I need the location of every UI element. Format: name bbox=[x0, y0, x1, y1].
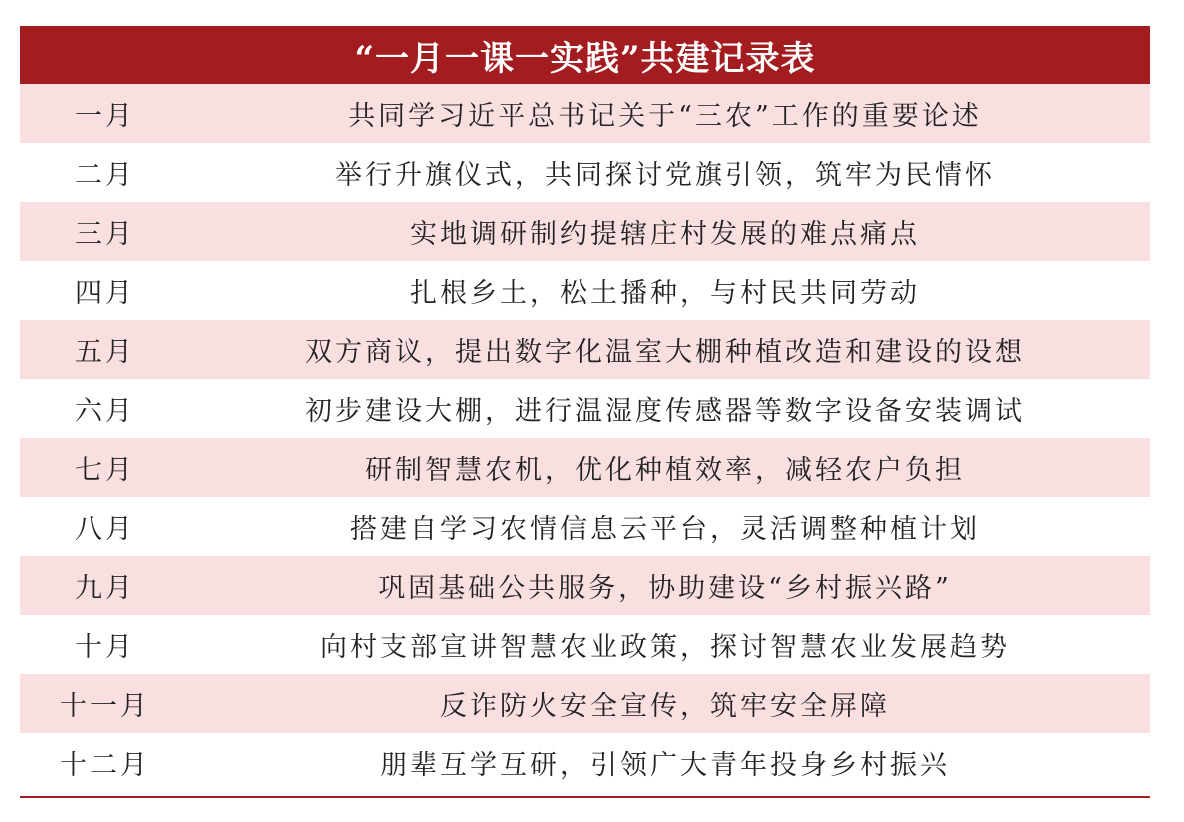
activity-cell: 搭建自学习农情信息云平台，灵活调整种植计划 bbox=[350, 514, 980, 545]
activity-cell: 反诈防火安全宣传，筑牢安全屏障 bbox=[440, 691, 890, 722]
table-row bbox=[20, 202, 1150, 261]
month-cell: 四月 bbox=[75, 278, 135, 309]
activity-cell: 扎根乡土，松土播种，与村民共同劳动 bbox=[410, 278, 920, 309]
activity-cell: 朋辈互学互研，引领广大青年投身乡村振兴 bbox=[380, 750, 950, 781]
activity-cell: 研制智慧农机，优化种植效率，减轻农户负担 bbox=[365, 455, 965, 486]
table-title: “一月一课一实践”共建记录表 bbox=[20, 26, 1150, 84]
month-cell: 五月 bbox=[75, 337, 135, 368]
record-table bbox=[20, 26, 1150, 798]
bottom-rule bbox=[20, 796, 1150, 798]
month-cell: 六月 bbox=[75, 396, 135, 427]
month-cell: 七月 bbox=[75, 455, 135, 486]
month-cell: 十二月 bbox=[60, 750, 150, 781]
table-row bbox=[20, 615, 1150, 674]
table-row bbox=[20, 84, 1150, 143]
month-cell: 三月 bbox=[75, 219, 135, 250]
activity-cell: 举行升旗仪式，共同探讨党旗引领，筑牢为民情怀 bbox=[335, 160, 995, 191]
month-cell: 九月 bbox=[75, 573, 135, 604]
month-cell: 八月 bbox=[75, 514, 135, 545]
month-cell: 二月 bbox=[75, 160, 135, 191]
month-cell: 十月 bbox=[75, 632, 135, 663]
table-row bbox=[20, 556, 1150, 615]
activity-cell: 巩固基础公共服务，协助建设“乡村振兴路” bbox=[378, 573, 952, 604]
activity-cell: 实地调研制约提辖庄村发展的难点痛点 bbox=[410, 219, 920, 250]
month-cell: 十一月 bbox=[60, 691, 150, 722]
table-row bbox=[20, 379, 1150, 438]
table-row bbox=[20, 497, 1150, 556]
table-row bbox=[20, 143, 1150, 202]
table-row bbox=[20, 320, 1150, 379]
activity-cell: 向村支部宣讲智慧农业政策，探讨智慧农业发展趋势 bbox=[320, 632, 1010, 663]
table-row bbox=[20, 733, 1150, 792]
month-cell: 一月 bbox=[75, 101, 135, 132]
activity-cell: 双方商议，提出数字化温室大棚种植改造和建设的设想 bbox=[305, 337, 1025, 368]
activity-cell: 初步建设大棚，进行温湿度传感器等数字设备安装调试 bbox=[305, 396, 1025, 427]
table-row bbox=[20, 261, 1150, 320]
activity-cell: 共同学习近平总书记关于“三农”工作的重要论述 bbox=[348, 101, 982, 132]
table-row bbox=[20, 674, 1150, 733]
table-body bbox=[20, 84, 1150, 792]
table-row bbox=[20, 438, 1150, 497]
